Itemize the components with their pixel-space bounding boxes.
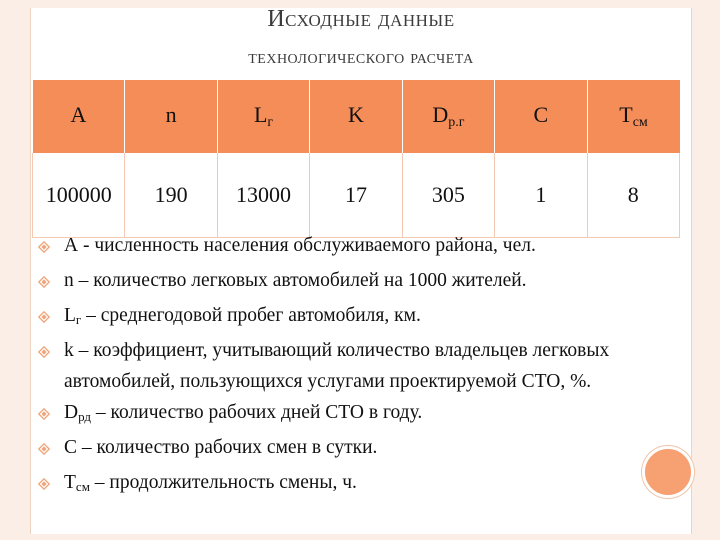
value-cell: 1 xyxy=(495,153,587,238)
frame-right-border xyxy=(691,0,720,540)
diamond-bullet-icon xyxy=(38,311,50,323)
header-cell: n xyxy=(125,80,217,153)
diamond-bullet-icon xyxy=(38,241,50,253)
value-cell: 8 xyxy=(587,153,679,238)
header-cell: $D_{р.г}$ xyxy=(402,80,494,153)
value-cell: 190 xyxy=(125,153,217,238)
value-cell: 17 xyxy=(310,153,402,238)
value-cell: 305 xyxy=(402,153,494,238)
header-cell: A xyxy=(33,80,125,153)
slide-title-line-1: Исходные данные xyxy=(267,6,455,32)
header-cell: $T_{см}$ xyxy=(587,80,679,153)
list-item: $T_{см}$ – продолжительность смены, ч. xyxy=(38,469,648,500)
frame-left-border xyxy=(0,0,31,540)
header-cell: $L_г$ xyxy=(217,80,309,153)
diamond-bullet-icon xyxy=(38,346,50,358)
diamond-bullet-icon xyxy=(38,443,50,455)
legend-list xyxy=(38,232,648,504)
slide-title-line-2: технологического расчета xyxy=(248,46,474,68)
list-item: $L_г$ – среднегодовой пробег автомобиля, км. xyxy=(38,302,648,333)
value-cell: 100000 xyxy=(33,153,125,238)
input-data-table xyxy=(32,80,680,238)
diamond-bullet-icon xyxy=(38,276,50,288)
list-item: n – количество легковых автомобилей на 1000 жителей. xyxy=(38,267,648,298)
header-cell: K xyxy=(310,80,402,153)
diamond-bullet-icon xyxy=(38,478,50,490)
diamond-bullet-icon xyxy=(38,408,50,420)
frame-bottom-border xyxy=(30,534,692,540)
list-item: С – количество рабочих смен в сутки. xyxy=(38,434,648,465)
list-item: k – коэффициент, учитывающий количество владельцев легковых автомобилей, пользующихся услугами проектируемой СТО, %. xyxy=(38,337,648,395)
list-item: A - численность населения обслуживаемого района, чел. xyxy=(38,232,648,263)
list-item: $D_{рд}$ – количество рабочих дней СТО в году. xyxy=(38,399,648,430)
table-row xyxy=(33,153,680,238)
value-cell: 13000 xyxy=(217,153,309,238)
header-cell: C xyxy=(495,80,587,153)
table-header-row xyxy=(33,80,680,153)
circle-decoration xyxy=(642,446,694,498)
